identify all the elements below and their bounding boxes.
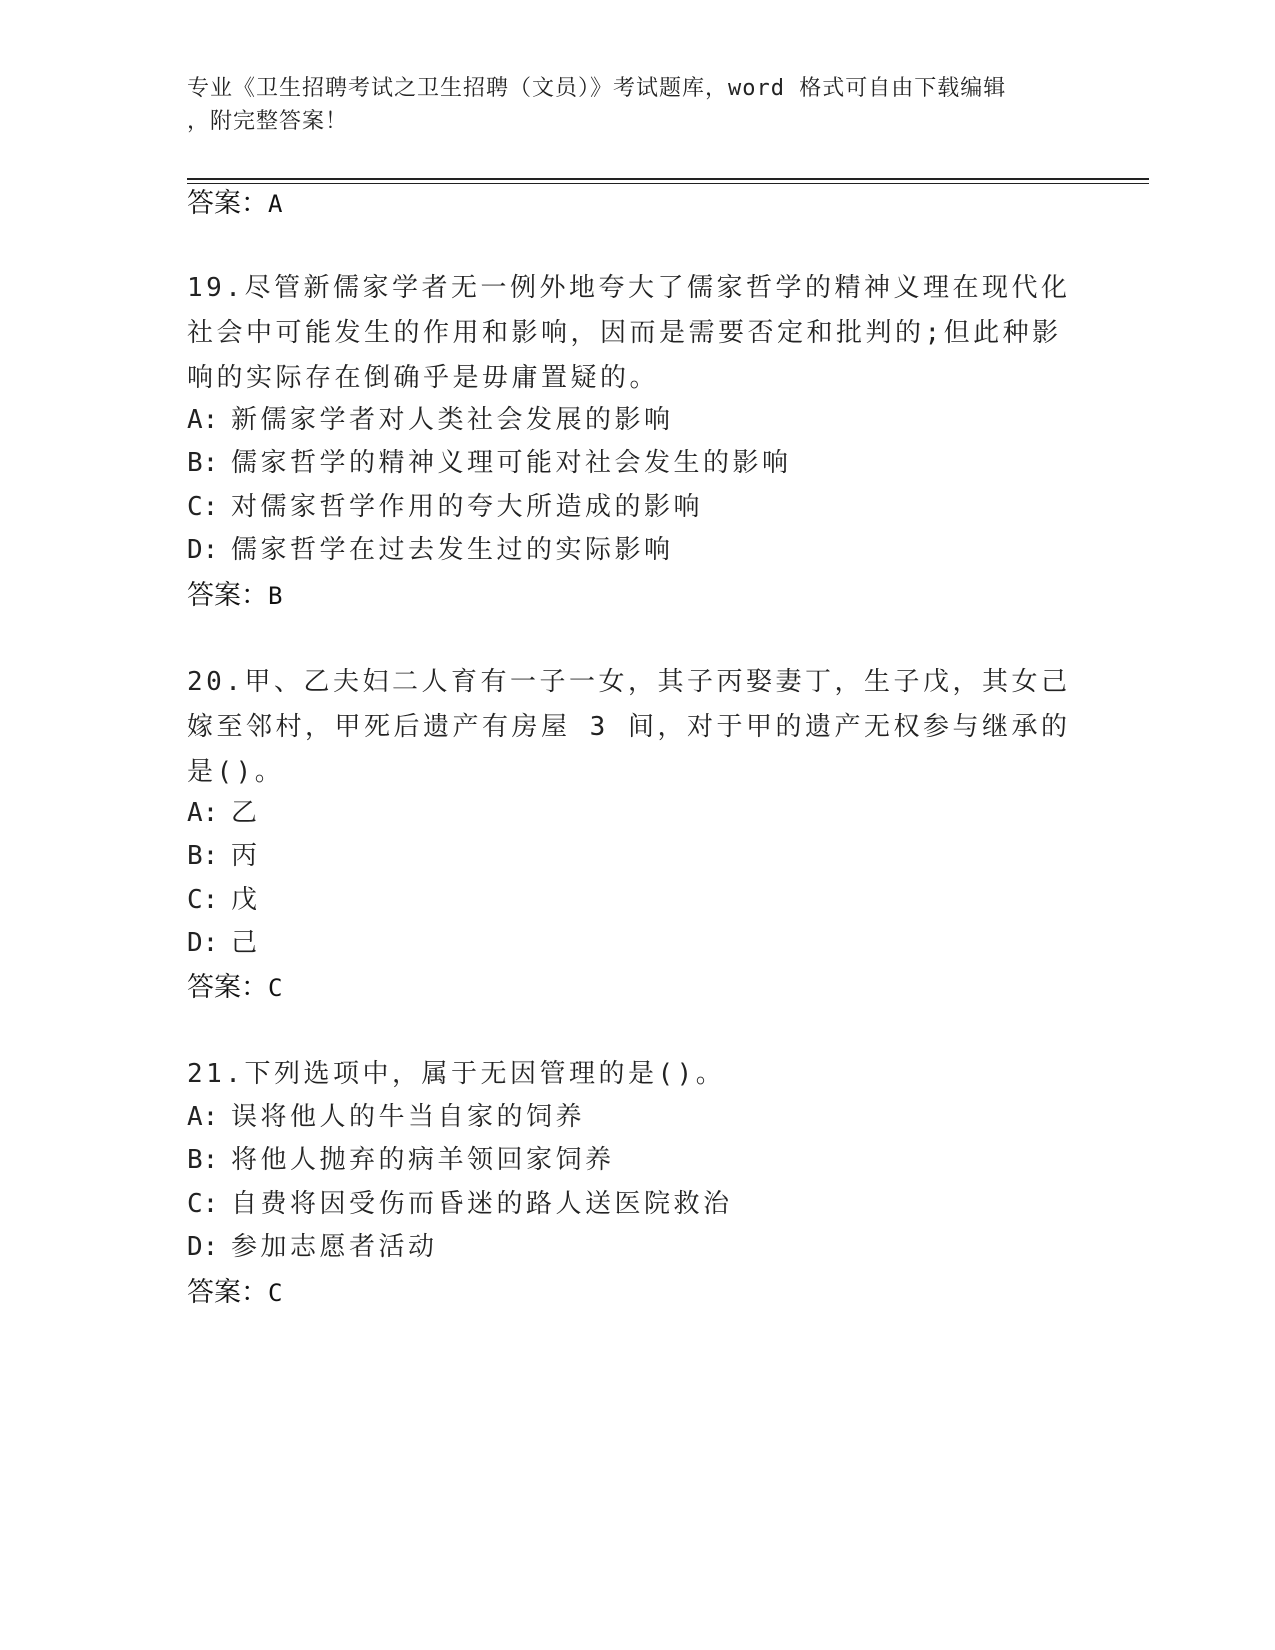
option-key: D:: [187, 1232, 219, 1262]
option-key: A:: [187, 798, 219, 828]
answer-value: A: [268, 190, 283, 218]
option-text: 自费将因受伤而昏迷的路人送医院救治: [231, 1189, 733, 1219]
question-21-option-b: [187, 1142, 615, 1178]
question-21-option-a: [187, 1099, 585, 1135]
option-key: D:: [187, 535, 219, 565]
question-20-stem: 20.甲、乙夫妇二人育有一子一女，其子丙娶妻丁，生子戊，其女己嫁至邻村，甲死后遗产有房屋 3 间，对于甲的遗产无权参与继承的是()。: [187, 667, 1071, 787]
header-line-2: ，附完整答案！: [187, 109, 349, 134]
answer-value: C: [268, 974, 283, 1002]
option-key: B:: [187, 1145, 219, 1175]
question-20-option-a: [187, 795, 261, 831]
option-key: C:: [187, 1189, 219, 1219]
question-19-option-b: [187, 445, 792, 481]
answer-label: 答案：: [187, 188, 268, 219]
option-key: D:: [187, 928, 219, 958]
option-key: C:: [187, 885, 219, 915]
question-19-option-c: [187, 489, 703, 525]
option-key: B:: [187, 841, 219, 871]
option-text: 己: [231, 928, 261, 958]
header-line-1: 专业《卫生招聘考试之卫生招聘（文员）》考试题库，word 格式可自由下载编辑: [187, 76, 1007, 101]
option-key: A:: [187, 405, 219, 435]
question-21-option-d: [187, 1229, 438, 1265]
question-19-stem: 19.尽管新儒家学者无一例外地夸大了儒家哲学的精神义理在现代化社会中可能发生的作用和影响，因而是需要否定和批判的;但此种影响的实际存在倒确乎是毋庸置疑的。: [187, 273, 1071, 393]
question-19-option-d: [187, 532, 674, 568]
answer-label: 答案：: [187, 580, 268, 611]
option-text: 丙: [231, 841, 261, 871]
option-text: 乙: [231, 798, 261, 828]
question-21-option-c: [187, 1186, 733, 1222]
answer-value: C: [268, 1279, 283, 1307]
answer-q20: [187, 970, 282, 1006]
answer-q18: [187, 186, 282, 222]
option-text: 对儒家哲学作用的夸大所造成的影响: [231, 492, 704, 522]
option-text: 儒家哲学在过去发生过的实际影响: [231, 535, 674, 565]
option-text: 新儒家学者对人类社会发展的影响: [231, 405, 674, 435]
option-text: 误将他人的牛当自家的饲养: [231, 1102, 586, 1132]
answer-q21: [187, 1275, 282, 1311]
answer-label: 答案：: [187, 972, 268, 1003]
question-19-option-a: [187, 402, 674, 438]
option-key: A:: [187, 1102, 219, 1132]
question-20-option-b: [187, 838, 261, 874]
answer-value: B: [268, 582, 283, 610]
answer-q19: [187, 578, 282, 614]
option-key: C:: [187, 492, 219, 522]
header-divider-thin: [187, 183, 1149, 184]
document-header: [187, 72, 1087, 138]
option-key: B:: [187, 448, 219, 478]
option-text: 将他人抛弃的病羊领回家饲养: [231, 1145, 615, 1175]
option-text: 戊: [231, 885, 261, 915]
header-divider-thick: [187, 178, 1149, 180]
answer-label: 答案：: [187, 1277, 268, 1308]
question-20-option-c: [187, 882, 261, 918]
question-20-option-d: [187, 925, 261, 961]
question-21-stem: 21.下列选项中，属于无因管理的是()。: [187, 1059, 726, 1089]
option-text: 参加志愿者活动: [231, 1232, 438, 1262]
option-text: 儒家哲学的精神义理可能对社会发生的影响: [231, 448, 792, 478]
